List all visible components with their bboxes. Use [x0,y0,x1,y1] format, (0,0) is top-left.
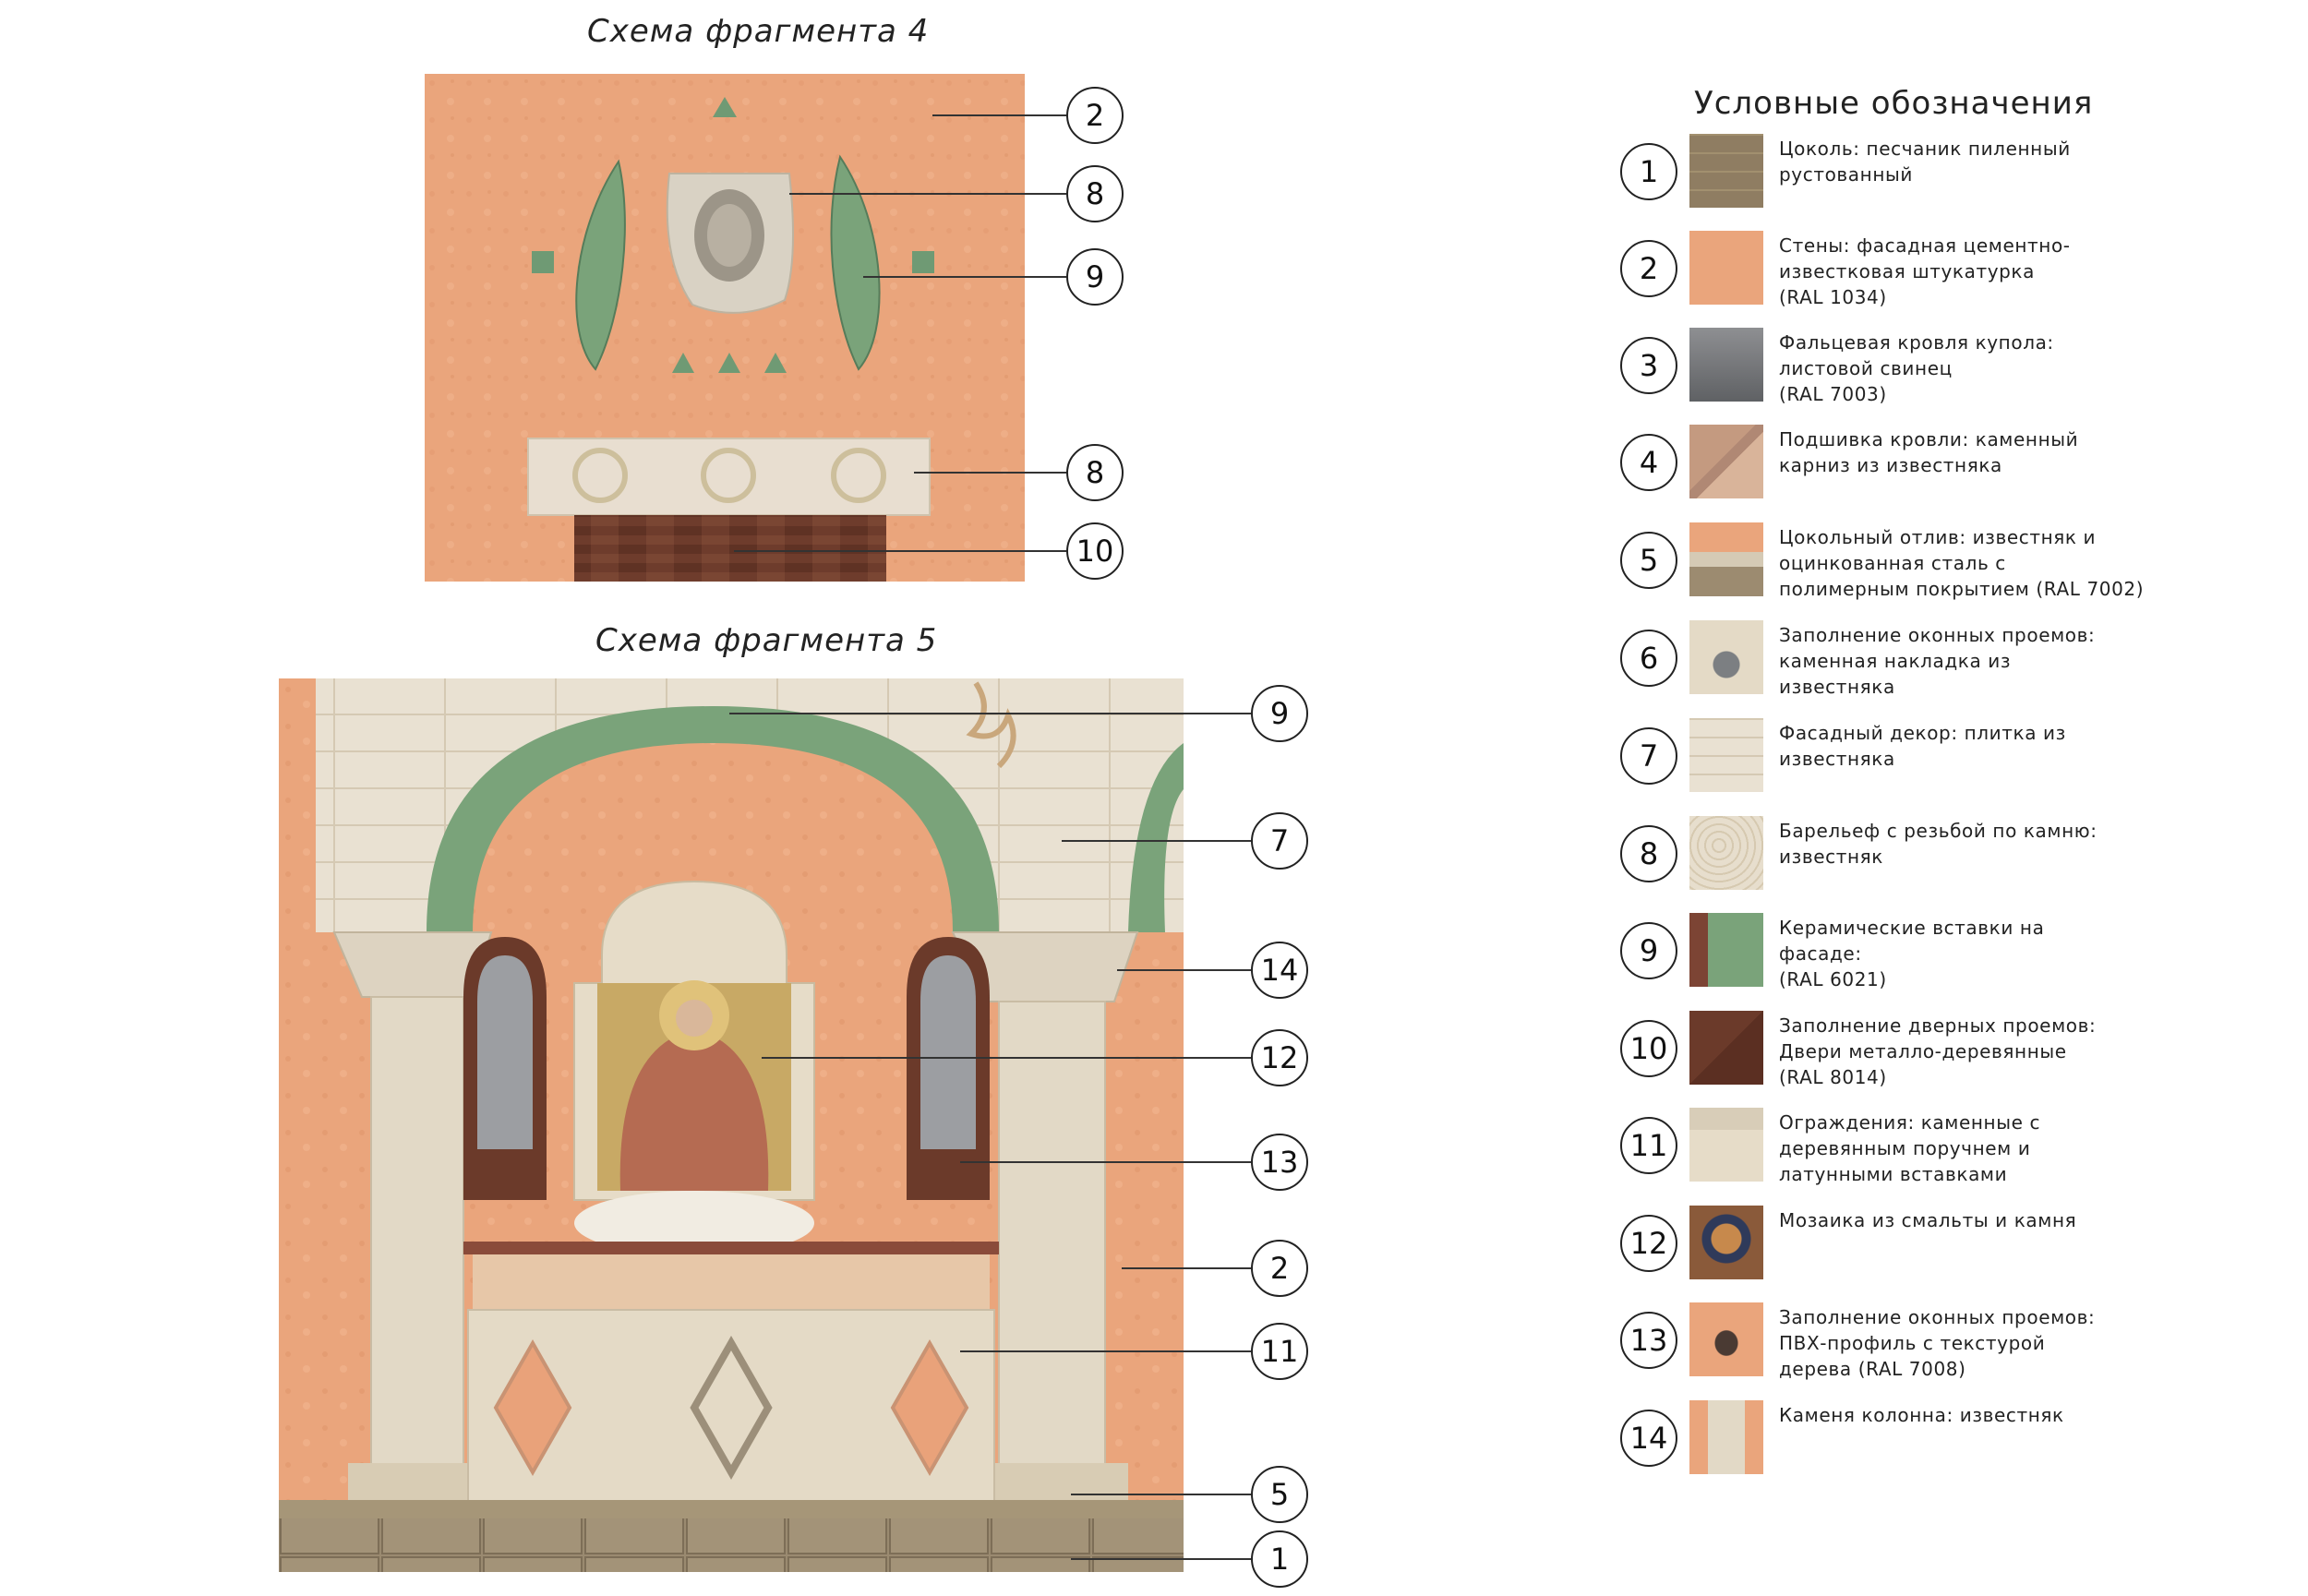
balustrade-rail [463,1242,999,1254]
legend-item-11 [1620,1108,2285,1191]
marker-f5-11: 11 [1251,1323,1308,1380]
legend-line: Барельеф с резьбой по камню: [1779,820,2098,842]
column-left [371,997,463,1500]
marker-f5-7: 7 [1251,812,1308,870]
legend-title: Условные обозначения [1694,85,2094,122]
legend-line: Подшивка кровли: каменный [1779,428,2079,450]
legend-description [1779,915,2278,992]
legend-description [1779,426,2278,478]
leader-f5-14 [1117,969,1251,971]
legend-number: 13 [1620,1312,1677,1369]
legend-line: известняка [1779,676,1895,698]
leader-f4-8a [789,193,1066,195]
legend-swatch [1689,1108,1763,1182]
legend-description [1779,622,2278,700]
legend-description [1779,1110,2278,1187]
legend-line: фасаде: [1779,942,1862,965]
legend-item-6 [1620,620,2285,703]
leader-f5-1 [1071,1558,1251,1560]
legend-item-10 [1620,1011,2285,1094]
fragment5-drawing [279,678,1184,1572]
ceramic-square-left [532,251,554,273]
balustrade-brass-zone [473,1254,990,1310]
legend-line: Ограждения: каменные с [1779,1111,2041,1134]
legend-item-2 [1620,231,2285,314]
legend-line: известняк [1779,846,1883,868]
legend-swatch [1689,328,1763,402]
legend-line: рустованный [1779,163,1913,186]
legend-line: деревянным поручнем и [1779,1137,2031,1159]
legend-description [1779,1013,2278,1090]
legend-swatch [1689,913,1763,987]
legend-swatch [1689,231,1763,305]
leader-f5-13 [960,1161,1251,1163]
legend-line: Цокольный отлив: известняк и [1779,526,2097,548]
legend-number: 4 [1620,434,1677,491]
leader-f5-12 [762,1057,1251,1059]
legend-number: 6 [1620,630,1677,687]
legend-description [1779,1402,2278,1428]
marker-f5-13: 13 [1251,1134,1308,1191]
legend-number: 7 [1620,727,1677,785]
legend-swatch [1689,1400,1763,1474]
legend-line: Фальцевая кровля купола: [1779,331,2054,354]
fragment4-drawing [425,74,1025,582]
fragment4-door [574,515,886,582]
legend-item-4 [1620,425,2285,508]
legend-description [1779,818,2278,870]
marker-f5-14: 14 [1251,942,1308,999]
legend-number: 2 [1620,240,1677,297]
legend-item-7 [1620,718,2285,801]
marker-f5-12: 12 [1251,1029,1308,1086]
legend-line: каменная накладка из [1779,650,2012,672]
legend-description [1779,1207,2278,1233]
legend-swatch [1689,425,1763,498]
legend-item-1 [1620,134,2285,217]
leader-f4-2 [932,114,1066,116]
legend-swatch [1689,1011,1763,1085]
legend-line: Двери металло-деревянные [1779,1040,2067,1062]
legend-line: (RAL 8014) [1779,1066,1887,1088]
marker-f4-9: 9 [1066,248,1124,306]
marker-f5-1: 1 [1251,1530,1308,1588]
legend-swatch [1689,620,1763,694]
legend-description [1779,1304,2278,1382]
legend-line: ПВХ-профиль с текстурой [1779,1332,2046,1354]
marker-f4-10: 10 [1066,522,1124,580]
legend-line: Цоколь: песчаник пиленный [1779,138,2071,160]
legend-line: (RAL 1034) [1779,286,1887,308]
legend-line: Заполнение оконных проемов: [1779,624,2096,646]
legend-line: полимерным покрытием (RAL 7002) [1779,578,2145,600]
ceramic-square-right [912,251,934,273]
column-right [999,1002,1105,1500]
legend-line: Заполнение оконных проемов: [1779,1306,2096,1328]
legend-swatch [1689,522,1763,596]
legend-number: 3 [1620,337,1677,394]
legend-line: листовой свинец [1779,357,1953,379]
legend-description [1779,233,2278,310]
legend-line: дерева (RAL 7008) [1779,1358,1966,1380]
legend-number: 10 [1620,1020,1677,1077]
marker-f4-8a: 8 [1066,165,1124,222]
leader-f5-2 [1122,1267,1251,1269]
legend-description [1779,720,2278,772]
marker-f5-5: 5 [1251,1466,1308,1523]
leader-f5-5 [1071,1494,1251,1495]
marker-f4-8b: 8 [1066,444,1124,501]
legend-line: Стены: фасадная цементно- [1779,234,2071,257]
legend-line: карниз из известняка [1779,454,2002,476]
leader-f4-10 [734,550,1066,552]
legend-number: 9 [1620,922,1677,979]
leader-f4-9 [863,276,1066,278]
legend-number: 1 [1620,143,1677,200]
leader-f5-7 [1062,840,1251,842]
legend-line: оцинкованная сталь с [1779,552,2006,574]
legend-line: Заполнение дверных проемов: [1779,1014,2097,1037]
legend-line: Мозаика из смальты и камня [1779,1209,2077,1231]
legend-number: 14 [1620,1410,1677,1467]
legend-number: 12 [1620,1215,1677,1272]
column-base-right [976,1463,1128,1505]
legend-line: известковая штукатурка [1779,260,2035,282]
legend-number: 8 [1620,825,1677,882]
marker-f5-2: 2 [1251,1240,1308,1297]
legend-swatch [1689,134,1763,208]
legend-line: (RAL 6021) [1779,968,1887,990]
legend-line: (RAL 7003) [1779,383,1887,405]
marker-f4-2: 2 [1066,87,1124,144]
legend-number: 11 [1620,1117,1677,1174]
column-base-left [348,1463,487,1505]
legend-item-5 [1620,522,2285,606]
legend-line: Каменя колонна: известняк [1779,1404,2064,1426]
legend-item-14 [1620,1400,2285,1483]
legend-line: Керамические вставки на [1779,917,2045,939]
legend-swatch [1689,816,1763,890]
legend-description [1779,136,2278,187]
legend-description [1779,524,2278,602]
legend-number: 5 [1620,532,1677,589]
leader-f5-11 [960,1350,1251,1352]
plinth [279,1518,1184,1572]
legend-line: Фасадный декор: плитка из [1779,722,2066,744]
fragment5-title: Схема фрагмента 5 [595,622,938,659]
legend-item-9 [1620,913,2285,996]
legend-item-8 [1620,816,2285,899]
fragment4-title: Схема фрагмента 4 [587,13,930,50]
legend-item-3 [1620,328,2285,411]
plinth-cornice [279,1500,1184,1518]
legend-item-13 [1620,1302,2285,1386]
legend-line: известняка [1779,748,1895,770]
legend-line: латунными вставками [1779,1163,2008,1185]
legend-swatch [1689,718,1763,792]
marker-f5-9: 9 [1251,685,1308,742]
leader-f4-8b [914,472,1066,474]
legend-item-12 [1620,1206,2285,1289]
legend-swatch [1689,1302,1763,1376]
leader-f5-9 [729,713,1251,714]
legend-swatch [1689,1206,1763,1279]
legend-description [1779,330,2278,407]
